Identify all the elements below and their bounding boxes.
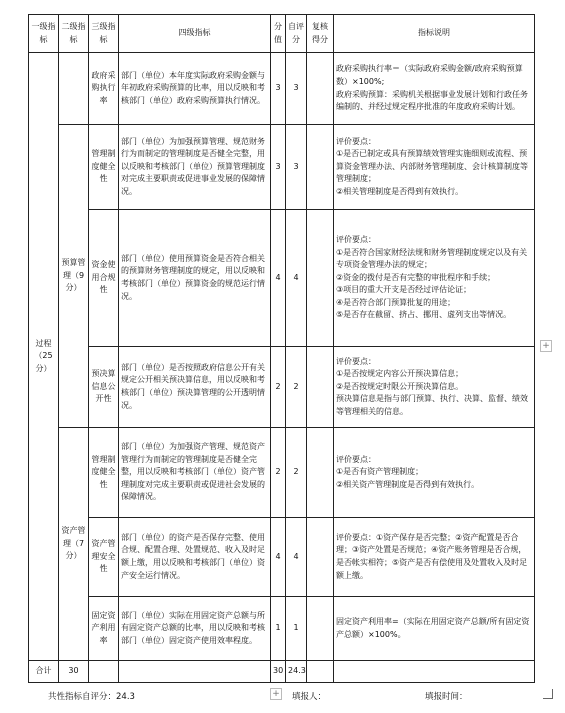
score-cell: 3 — [271, 125, 286, 210]
total-review-score — [307, 661, 334, 683]
common-indicator-score: 共性指标自评分：24.3 — [48, 692, 135, 702]
self-score-cell: 2 — [286, 428, 307, 518]
table-row — [29, 597, 535, 661]
review-score-cell — [307, 53, 334, 125]
header-level3: 三级指标 — [89, 15, 119, 53]
self-score-cell: 1 — [286, 597, 307, 661]
level1-cell: 过程（25分） — [29, 53, 59, 661]
level4-cell: 部门（单位）的资产是否保存完整、使用合规、配置合理、处置规范、收入及时足额上缴，用以反映和考核部门（单位）资产安全运行情况。 — [119, 518, 271, 597]
score-cell: 3 — [271, 53, 286, 125]
self-score-cell: 2 — [286, 347, 307, 428]
filler-label: 填报人： — [292, 692, 327, 702]
total-label: 合计 — [29, 661, 59, 683]
table-row — [29, 428, 535, 518]
total-row — [29, 661, 535, 683]
total-self-score: 24.3 — [286, 661, 307, 683]
score-cell: 1 — [271, 597, 286, 661]
header-level4: 四级指标 — [119, 15, 271, 53]
level4-cell: 部门（单位）为加强资产管理、规范资产管理行为而制定的管理制度是否健全完整，用以反映和考核部门（单位）资产管理制度对完成主要职责或促进社会发展的保障情况。 — [119, 428, 271, 518]
header-level1: 一级指标 — [29, 15, 59, 53]
description-cell: 评价要点： ①是否已制定或具有预算绩效管理实施细则或流程、预算资金管理办法、内部财务管理制度、会计核算制度等管理制度； ②相关管理制度是否得到有效执行。 — [334, 125, 535, 210]
score-cell: 2 — [271, 347, 286, 428]
level3-cell: 资金使用合规性 — [89, 210, 119, 347]
table-row — [29, 53, 535, 125]
description-cell: 评价要点： ①是否有资产管理制度； ②相关资产管理制度是否得到有效执行。 — [334, 428, 535, 518]
evaluation-table — [28, 14, 535, 683]
header-self-score: 自评分 — [286, 15, 307, 53]
total-description — [334, 661, 535, 683]
review-score-cell — [307, 210, 334, 347]
description-cell: 评价要点：①资产保存是否完整；②资产配置是否合理；③资产处置是否规范；④资产账务管理是否合规，是否帐实相符；⑤资产是否有偿使用及处置收入及时足额上缴。 — [334, 518, 535, 597]
level2-empty-cell — [59, 53, 89, 125]
table-row — [29, 518, 535, 597]
level2-cell-asset: 资产管理（7分） — [59, 428, 89, 661]
description-cell: 评价要点： ①是否按规定内容公开预决算信息； ②是否按规定时限公开预决算信息。 预决算信息是指与部门预算、执行、决算、监督、绩效等管理相关的信息。 — [334, 347, 535, 428]
level3-cell: 预决算信息公开性 — [89, 347, 119, 428]
description-cell: 评价要点： ①是否符合国家财经法规和财务管理制度规定以及有关专项资金管理办法的规定； ②资金的拨付是否有完整的审批程序和手续； ③项目的重大开支是否经过评估论证； ④是否符合部门预算批复的用途； ⑤是否存在截留、挤占、挪用、虚列支出等情况。 — [334, 210, 535, 347]
total-score: 30 — [271, 661, 286, 683]
level4-cell: 部门（单位）是否按照政府信息公开有关规定公开相关预决算信息，用以反映和考核部门（单位）预决算管理的公开透明情况。 — [119, 347, 271, 428]
level3-cell: 资产管理安全性 — [89, 518, 119, 597]
level4-cell: 部门（单位）实际在用固定资产总额与所有固定资产总额的比率，用以反映和考核部门（单位）固定资产使用效率程度。 — [119, 597, 271, 661]
fill-time-label: 填报时间： — [425, 692, 468, 702]
level4-cell: 部门（单位）本年度实际政府采购金额与年初政府采购预算的比率，用以反映和考核部门（单位）政府采购预算执行情况。 — [119, 53, 271, 125]
score-cell: 2 — [271, 428, 286, 518]
total-empty-cell — [89, 661, 119, 683]
table-row — [29, 347, 535, 428]
level3-cell: 政府采购执行率 — [89, 53, 119, 125]
level3-cell: 管理制度健全性 — [89, 428, 119, 518]
header-level2: 二级指标 — [59, 15, 89, 53]
review-score-cell — [307, 518, 334, 597]
level3-cell: 固定资产利用率 — [89, 597, 119, 661]
resize-handle[interactable] — [543, 689, 553, 699]
level4-cell: 部门（单位）为加强预算管理、规范财务行为而制定的管理制度是否健全完整，用以反映和考核部门（单位）预算管理制度对完成主要职责或促进事业发展的保障情况。 — [119, 125, 271, 210]
description-cell: 政府采购执行率＝（实际政府采购金额/政府采购预算数）×100%; 政府采购预算：采购机关根据事业发展计划和行政任务编制的、并经过规定程序批准的年度政府采购计划。 — [334, 53, 535, 125]
add-column-handle[interactable]: + — [540, 340, 552, 352]
level4-cell: 部门（单位）使用预算资金是否符合相关的预算财务管理制度的规定，用以反映和考核部门（单位）预算资金的规范运行情况。 — [119, 210, 271, 347]
description-cell: 固定资产利用率=（实际在用固定资产总额/所有固定资产总额）×100%。 — [334, 597, 535, 661]
header-review-score: 复核得分 — [307, 15, 334, 53]
total-level2-value: 30 — [59, 661, 89, 683]
review-score-cell — [307, 347, 334, 428]
self-score-cell: 4 — [286, 210, 307, 347]
header-row — [29, 15, 535, 53]
level2-cell-budget: 预算管理（9分） — [59, 125, 89, 428]
level3-cell: 管理制度健全性 — [89, 125, 119, 210]
self-score-cell: 3 — [286, 125, 307, 210]
review-score-cell — [307, 125, 334, 210]
review-score-cell — [307, 428, 334, 518]
score-cell: 4 — [271, 518, 286, 597]
review-score-cell — [307, 597, 334, 661]
self-score-cell: 4 — [286, 518, 307, 597]
table-row — [29, 125, 535, 210]
total-empty-cell — [119, 661, 271, 683]
table-row — [29, 210, 535, 347]
header-description: 指标说明 — [334, 15, 535, 53]
self-score-cell: 3 — [286, 53, 307, 125]
footer — [0, 688, 565, 704]
add-row-handle[interactable]: + — [270, 688, 282, 700]
score-cell: 4 — [271, 210, 286, 347]
header-score: 分值 — [271, 15, 286, 53]
